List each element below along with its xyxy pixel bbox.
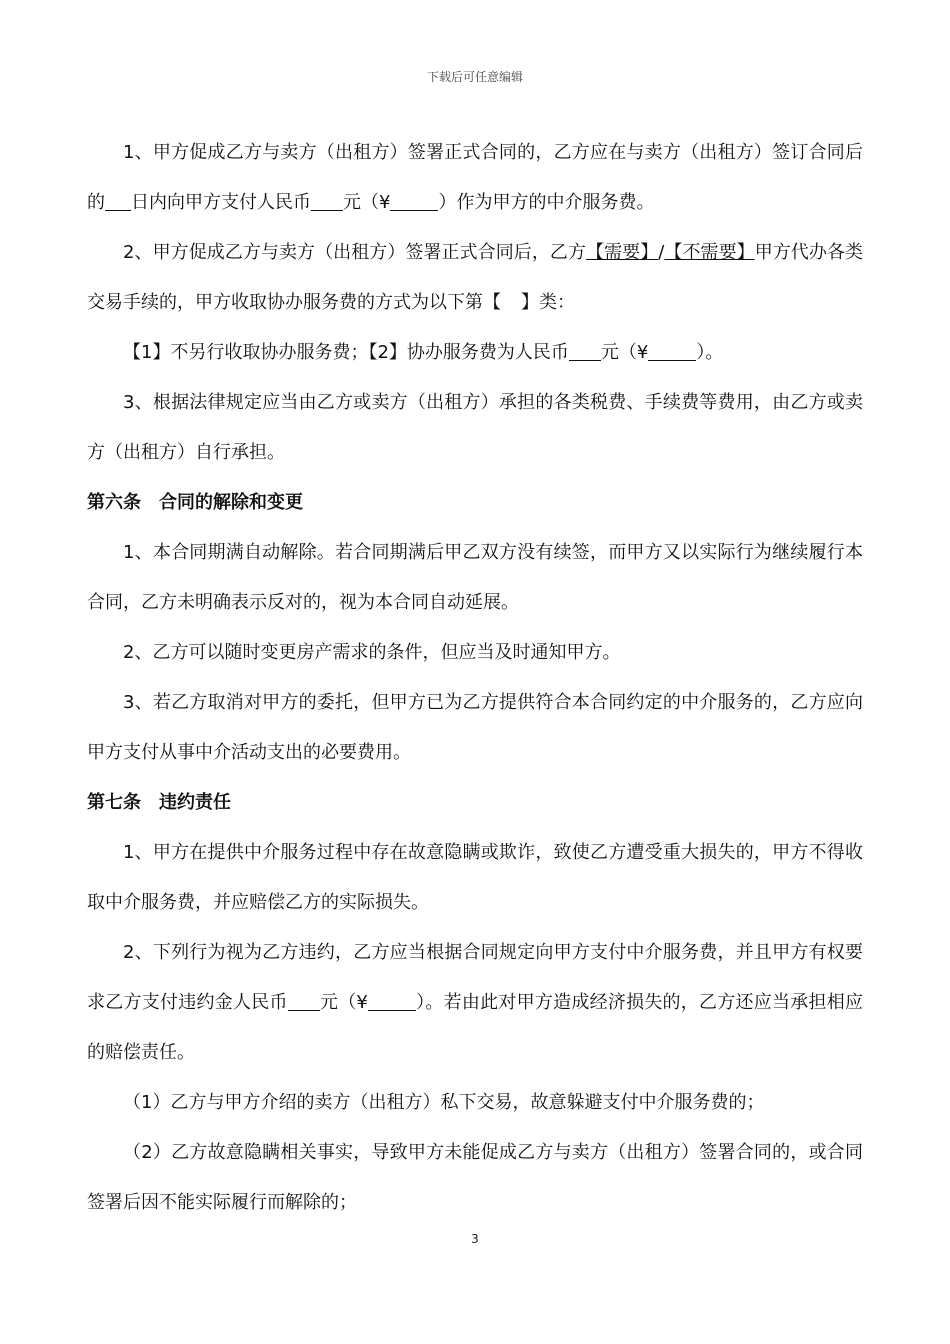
s5-item-1 (87, 128, 863, 228)
s5-item-2-text-c: 】类： (521, 292, 575, 313)
s7-sub-2: （2）乙方故意隐瞒相关事实，导致甲方未能促成乙方与卖方（出租方）签署合同的，或合同签署后因不能实际履行而解除的； (87, 1142, 863, 1213)
s5-item-1-text-d: ）作为甲方的中介服务费。 (438, 192, 655, 213)
s5-item-3: 3、根据法律规定应当由乙方或卖方（出租方）承担的各类税费、手续费等费用，由乙方或卖方（出租方）自行承担。 (87, 392, 863, 463)
s6-item-2: 2、乙方可以随时变更房产需求的条件，但应当及时通知甲方。 (123, 642, 621, 663)
section-6-title: 第六条 合同的解除和变更 (87, 492, 303, 513)
s5-options-text-c: ）。 (696, 342, 724, 363)
assist-fee-yuan-blank[interactable] (648, 342, 696, 361)
s7-item-2-text-c: ）。若由此对甲方造成经济损失的，乙方还应当承担相应的赔偿责任。 (87, 992, 864, 1063)
assist-fee-blank[interactable] (569, 342, 601, 361)
s5-options-text-b: 元（¥ (600, 342, 649, 363)
s7-item-2 (87, 928, 863, 1078)
s5-item-2-text-a: 2、甲方促成乙方与卖方（出租方）签署正式合同后，乙方 (123, 242, 587, 263)
option-need[interactable]: 【需要】 (586, 242, 659, 263)
s6-item-3: 3、若乙方取消对甲方的委托，但甲方已为乙方提供符合本合同约定的中介服务的，乙方应向甲方支付从事中介活动支出的必要费用。 (87, 692, 863, 763)
penalty-yuan-blank[interactable] (368, 992, 416, 1011)
s7-sub-1: （1）乙方与甲方介绍的卖方（出租方）私下交易，故意躲避支付中介服务费的； (123, 1092, 765, 1113)
section-7-title: 第七条 违约责任 (87, 792, 231, 813)
penalty-amount-blank[interactable] (288, 992, 320, 1011)
s5-item-2-options (87, 328, 863, 378)
s5-item-1-text-c: 元（¥ (343, 192, 391, 213)
page-number: 3 (471, 1232, 479, 1246)
s5-item-1-text-b: 日内向甲方支付人民币 (131, 192, 311, 213)
s5-item-1-text-a: 1、甲方促成乙方与卖方（出租方）签署正式合同的，乙方应在与卖方（出租方）签订合同后的 (87, 142, 863, 213)
s5-item-2-text-b: 甲方代办各类交易手续的，甲方收取协办服务费的方式为以下第【 (87, 242, 864, 313)
fee-yuan-blank[interactable] (390, 192, 438, 211)
s5-item-2 (87, 228, 863, 328)
option-separator: / (658, 242, 665, 263)
s7-item-2-text-b: 元（¥ (319, 992, 368, 1013)
page-header: 下载后可任意编辑 (426, 70, 523, 84)
option-not-need[interactable]: 【不需要】 (664, 242, 755, 263)
contract-body (87, 128, 863, 1228)
s7-item-2-text-a: 2、下列行为视为乙方违约，乙方应当根据合同规定向甲方支付中介服务费，并且甲方有权要求乙方支付违约金人民币 (87, 942, 863, 1013)
category-blank[interactable] (501, 293, 521, 311)
s7-item-1: 1、甲方在提供中介服务过程中存在故意隐瞒或欺诈，致使乙方遭受重大损失的，甲方不得收取中介服务费，并应赔偿乙方的实际损失。 (87, 842, 863, 913)
s6-item-1: 1、本合同期满自动解除。若合同期满后甲乙双方没有续签，而甲方又以实际行为继续履行本合同，乙方未明确表示反对的，视为本合同自动延展。 (87, 542, 863, 613)
fee-amount-blank[interactable] (311, 192, 343, 211)
days-blank[interactable] (105, 192, 131, 211)
s5-options-text-a: 【1】不另行收取协办服务费；【2】协办服务费为人民币 (123, 342, 569, 363)
